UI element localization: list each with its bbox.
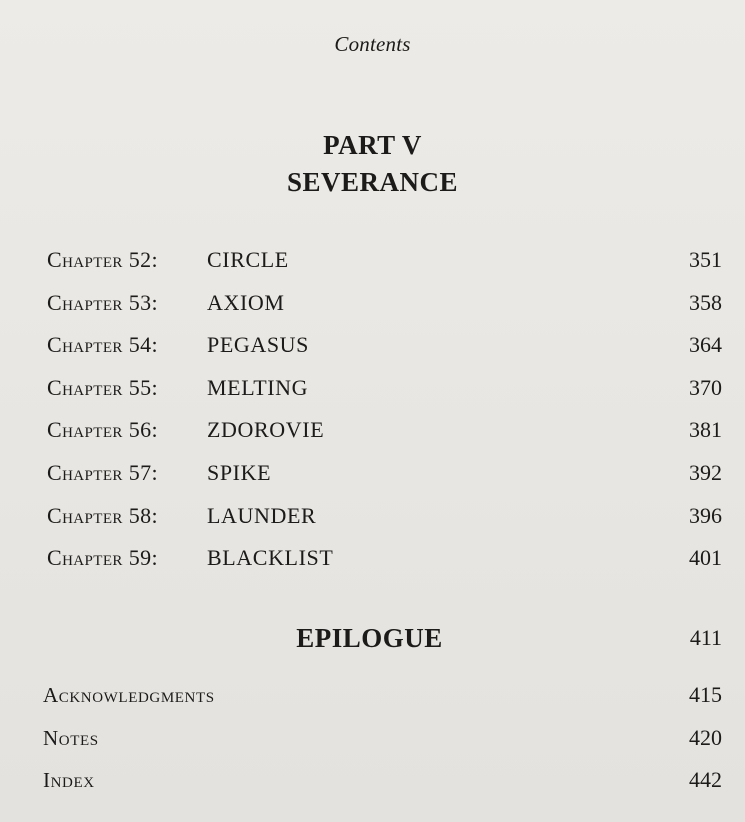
- running-head: Contents: [334, 32, 411, 56]
- chapter-entry[interactable]: [47, 288, 727, 331]
- chapter-list: [47, 245, 727, 586]
- chapter-title: SPIKE: [207, 459, 272, 485]
- chapter-entry[interactable]: [47, 415, 727, 458]
- chapter-page-number: 364: [689, 332, 722, 358]
- chapter-page-number: 396: [689, 502, 722, 528]
- index-entry[interactable]: [43, 765, 727, 808]
- chapter-title: MELTING: [207, 374, 309, 400]
- chapter-label: Chapter 59:: [47, 545, 159, 571]
- chapter-entry[interactable]: [47, 458, 727, 501]
- chapter-page-number: 358: [689, 289, 722, 315]
- chapter-title: LAUNDER: [207, 502, 317, 528]
- chapter-title: ZDOROVIE: [207, 417, 325, 443]
- back-matter-page-number: 442: [689, 767, 722, 792]
- back-matter-label: Notes: [43, 725, 99, 750]
- back-matter-list: [43, 680, 727, 808]
- chapter-label: Chapter 53:: [47, 289, 159, 315]
- chapter-entry[interactable]: [47, 330, 727, 373]
- back-matter-label: Index: [43, 768, 95, 792]
- chapter-label: Chapter 56:: [47, 417, 159, 443]
- part-title: SEVERANCE: [286, 167, 459, 197]
- chapter-title: CIRCLE: [207, 247, 289, 272]
- part-label: PART V: [323, 130, 422, 160]
- chapter-entry[interactable]: [47, 543, 727, 586]
- back-matter-label: Acknowledgments: [43, 683, 215, 707]
- chapter-title: PEGASUS: [207, 332, 310, 358]
- chapter-label: Chapter 58:: [47, 502, 159, 528]
- epilogue-page-number: 411: [689, 625, 722, 650]
- chapter-label: Chapter 57:: [47, 459, 159, 485]
- chapter-page-number: 381: [689, 417, 722, 443]
- back-matter-page-number: 420: [689, 724, 722, 750]
- chapter-label: Chapter 55:: [47, 374, 159, 400]
- epilogue-title: EPILOGUE: [296, 623, 443, 653]
- chapter-label: Chapter 54:: [47, 332, 159, 358]
- chapter-entry[interactable]: [47, 501, 727, 544]
- chapter-page-number: 401: [689, 545, 722, 571]
- chapter-entry[interactable]: [47, 373, 727, 416]
- chapter-title: AXIOM: [207, 289, 285, 315]
- epilogue-entry[interactable]: [47, 621, 727, 655]
- chapter-title: BLACKLIST: [207, 545, 334, 571]
- chapter-label: Chapter 52:: [47, 247, 159, 272]
- notes-entry[interactable]: [43, 723, 727, 766]
- chapter-entry[interactable]: [47, 245, 727, 288]
- chapter-page-number: 392: [689, 459, 722, 485]
- acknowledgments-entry[interactable]: [43, 680, 727, 723]
- chapter-page-number: 351: [689, 247, 722, 272]
- back-matter-page-number: 415: [689, 682, 722, 707]
- chapter-page-number: 370: [689, 374, 722, 400]
